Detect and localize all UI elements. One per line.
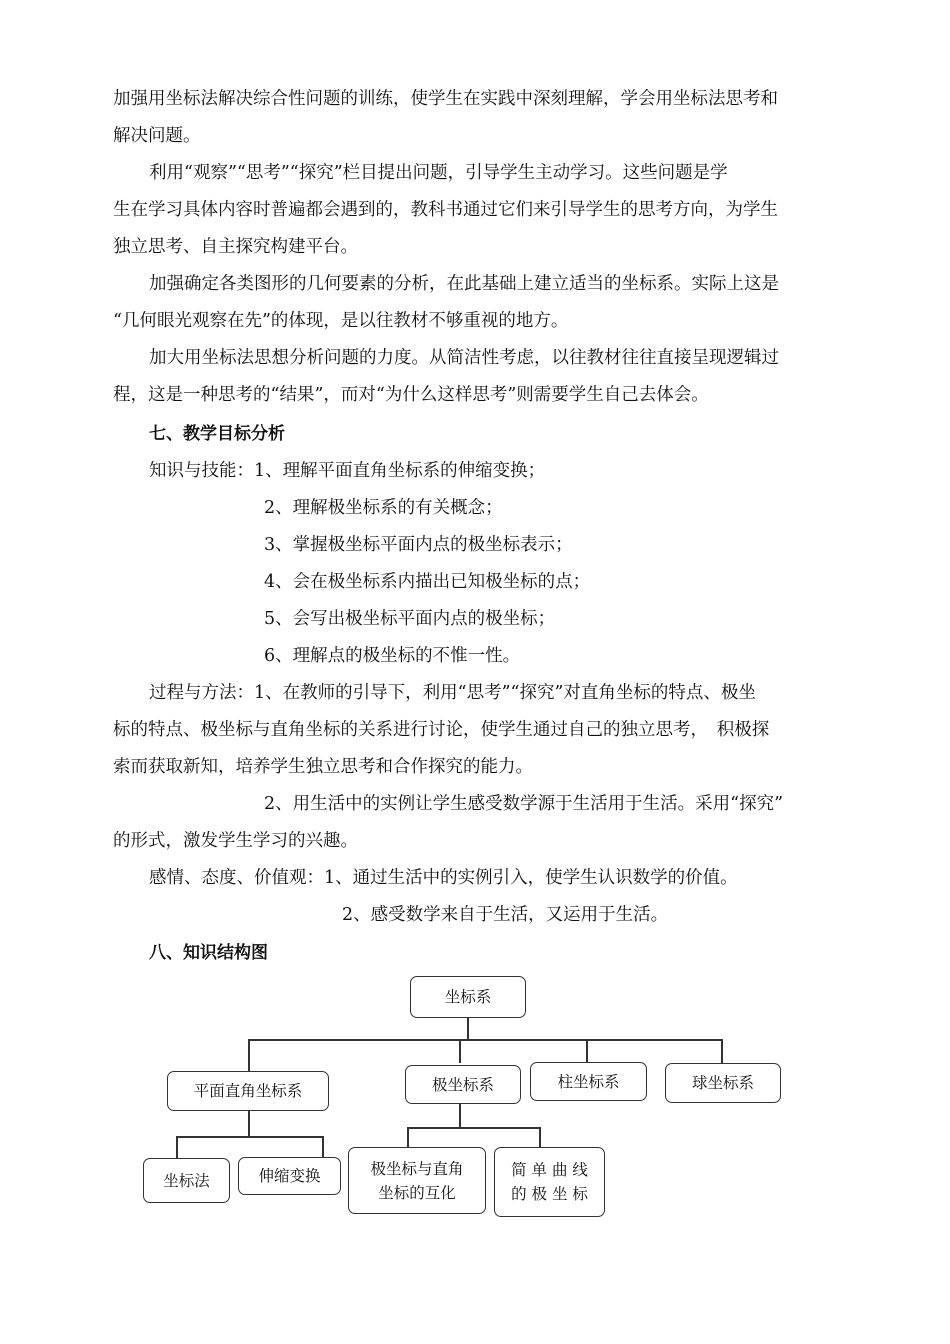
connector-to-sphere — [721, 1039, 723, 1064]
node-cylindrical-coordinates: 柱坐标系 — [530, 1062, 647, 1101]
connector-to-curves — [539, 1127, 541, 1149]
connector-to-scaling — [322, 1136, 324, 1158]
text-line: 索而获取新知，培养学生独立思考和合作探究的能力。 — [113, 757, 533, 777]
goal-knowledge-2: 2、理解极坐标系的有关概念； — [264, 498, 503, 518]
text-line: 标的特点、极坐标与直角坐标的关系进行讨论，使学生通过自己的独立思考， 积极探 — [113, 720, 770, 740]
node-text-line: 极坐标与直角 — [370, 1159, 464, 1178]
node-rectangular-coordinates: 平面直角坐标系 — [167, 1071, 329, 1111]
connector-to-cylinder — [586, 1039, 588, 1063]
text-line: 解决问题。 — [113, 126, 201, 146]
connector-to-polar — [459, 1039, 461, 1063]
paragraph-coordinate-method-training — [113, 81, 843, 155]
text-line: 程，这是一种思考的“结果”，而对“为什么这样思考”则需要学生自己去体会。 — [113, 385, 709, 405]
goal-knowledge-5: 5、会写出极坐标平面内点的极坐标； — [264, 609, 556, 629]
node-text-line: 坐标的互化 — [378, 1183, 456, 1202]
text-line: 独立思考、自主探究构建平台。 — [113, 237, 358, 257]
node-text-line: 的 极 坐 标 — [511, 1185, 588, 1203]
goal-emotion-2: 2、感受数学来自于生活，又运用于生活。 — [342, 905, 669, 925]
goal-knowledge-6: 6、理解点的极坐标的不惟一性。 — [264, 646, 521, 666]
paragraph-columns-questions — [113, 155, 843, 266]
goal-emotion-1: 感情、态度、价值观：1、通过生活中的实例引入，使学生认识数学的价值。 — [149, 868, 738, 888]
node-text-line: 简 单 曲 线 — [511, 1161, 588, 1179]
text-line: 加强确定各类图形的几何要素的分析，在此基础上建立适当的坐标系。实际上这是 — [149, 274, 779, 294]
connector-rect-bar — [176, 1136, 324, 1138]
node-polar-rect-conversion — [348, 1147, 486, 1214]
text-line: 过程与方法：1、在教师的引导下，利用“思考”“探究”对直角坐标的特点、极坐 — [149, 683, 756, 703]
paragraph-geometric-elements — [113, 266, 843, 340]
node-coordinate-method: 坐标法 — [143, 1158, 230, 1203]
node-spherical-coordinates: 球坐标系 — [665, 1063, 781, 1103]
connector-rect-down — [248, 1110, 250, 1137]
section-heading-teaching-goals: 七、教学目标分析 — [149, 424, 285, 444]
connector-polar-down — [459, 1103, 461, 1128]
goal-knowledge-1: 知识与技能：1、理解平面直角坐标系的伸缩变换； — [149, 461, 546, 481]
text-line: “几何眼光观察在先”的体现，是以往教材不够重视的地方。 — [113, 311, 569, 331]
goal-knowledge-4: 4、会在极坐标系内描出已知极坐标的点； — [264, 572, 591, 592]
connector-to-rect — [248, 1039, 250, 1072]
text-line: 加大用坐标法思想分析问题的力度。从简洁性考虑，以往教材往往直接呈现逻辑过 — [149, 348, 779, 368]
connector-root-down — [467, 1017, 469, 1040]
text-line: 利用“观察”“思考”“探究”栏目提出问题，引导学生主动学习。这些问题是学 — [149, 163, 728, 183]
text-line: 加强用坐标法解决综合性问题的训练，使学生在实践中深刻理解，学会用坐标法思考和 — [113, 89, 778, 109]
goal-process-2 — [113, 786, 843, 860]
text-line: 生在学习具体内容时普遍都会遇到的，教科书通过它们来引导学生的思考方向，为学生 — [113, 200, 778, 220]
node-scaling-transformation: 伸缩变换 — [238, 1157, 341, 1195]
text-line: 2、用生活中的实例让学生感受数学源于生活用于生活。采用“探究” — [264, 794, 784, 814]
goal-process-1 — [113, 675, 843, 786]
paragraph-analysis-strength — [113, 340, 843, 414]
text-line: 的形式，激发学生学习的兴趣。 — [113, 831, 358, 851]
connector-to-conversion — [407, 1127, 409, 1148]
connector-to-method — [176, 1136, 178, 1160]
connector-polar-bar — [407, 1127, 541, 1129]
goal-knowledge-3: 3、掌握极坐标平面内点的极坐标表示； — [264, 535, 573, 555]
section-heading-knowledge-structure: 八、知识结构图 — [149, 943, 268, 963]
node-simple-curve-polar — [494, 1147, 605, 1217]
node-coordinate-system: 坐标系 — [410, 976, 526, 1018]
node-polar-coordinates: 极坐标系 — [405, 1065, 521, 1104]
connector-level1-bar — [248, 1039, 723, 1041]
